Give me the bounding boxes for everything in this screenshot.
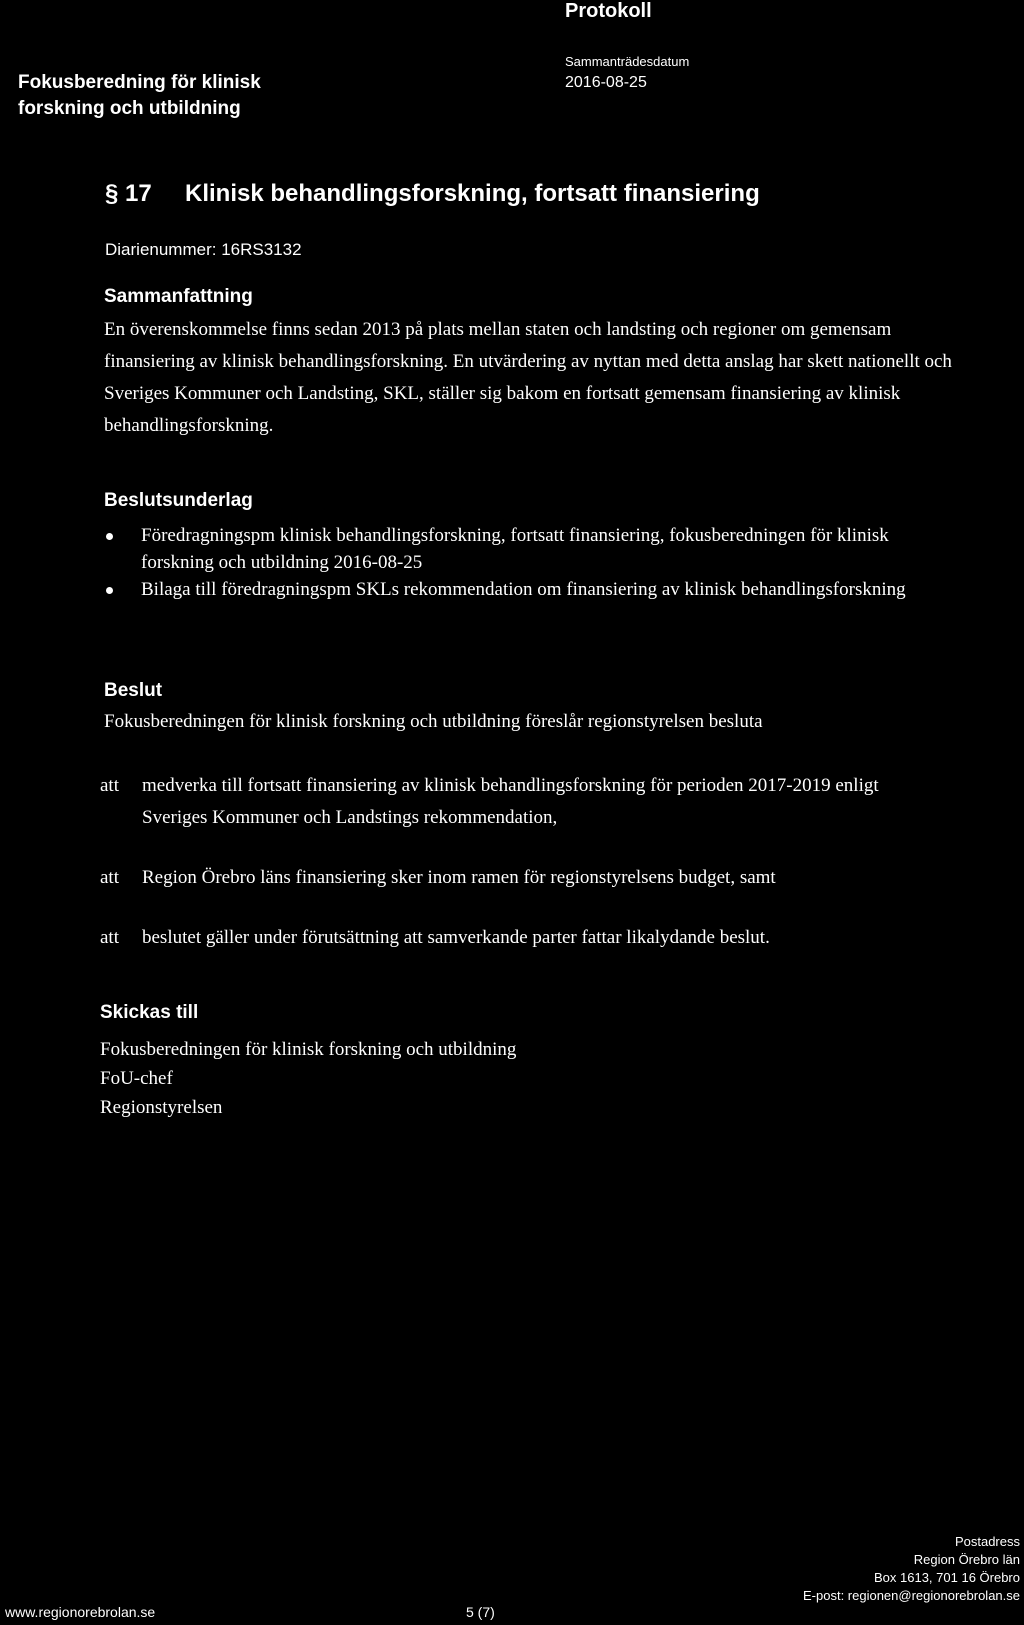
bullet-icon xyxy=(106,533,113,540)
meeting-date: 2016-08-25 xyxy=(565,74,647,91)
postal-address xyxy=(803,1533,1020,1605)
decision-intro: Fokusberedningen för klinisk forskning och utbildning föreslår regionstyrelsen besluta xyxy=(104,711,763,732)
decision-item xyxy=(100,922,930,954)
list-item: Fokusberedningen för klinisk forskning och utbildning xyxy=(100,1039,517,1060)
footer-website-link[interactable]: www.regionorebrolan.se xyxy=(5,1604,156,1620)
recipient-list xyxy=(100,1035,516,1122)
decision-basis-heading: Beslutsunderlag xyxy=(104,490,253,511)
list-item: Bilaga till föredragningspm SKLs rekommendation om finansiering av klinisk behandlingsforskning xyxy=(104,576,964,603)
send-to-heading: Skickas till xyxy=(100,1002,199,1023)
postal-address-label: Postadress xyxy=(954,1534,1020,1549)
postal-address-line-2: Box 1613, 701 16 Örebro xyxy=(874,1570,1020,1585)
list-item: FoU-chef xyxy=(100,1068,173,1089)
att-keyword: att xyxy=(100,867,119,888)
section-number: § 17 xyxy=(105,180,152,207)
decision-item-text: beslutet gäller under förutsättning att samverkande parter fattar likalydande beslut. xyxy=(142,927,770,948)
att-keyword: att xyxy=(100,775,119,796)
list-item: Regionstyrelsen xyxy=(100,1097,223,1118)
page-number: 5 (7) xyxy=(466,1604,495,1620)
organization-name xyxy=(18,70,261,122)
decision-item xyxy=(100,862,930,894)
list-item: Föredragningspm klinisk behandlingsforskning, fortsatt finansiering, fokusberedningen för klinisk forskning och utbildning 2016-08-25 xyxy=(104,522,964,576)
diary-number: Diarienummer: 16RS3132 xyxy=(105,240,302,259)
decision-item-text: medverka till fortsatt finansiering av klinisk behandlingsforskning för perioden 2017-2019 enligt Sveriges Kommuner och Landstings rekommendation, xyxy=(142,775,879,828)
decision-basis-list xyxy=(104,522,964,603)
summary-text: En överenskommelse finns sedan 2013 på plats mellan staten och landsting och regioner om gemensam finansiering av klinisk behandlingsforskning. En utvärdering av nyttan med detta anslag har skett nationellt och Sveriges Kommuner och Landsting, SKL, ställer sig bakom en fortsatt gemensam finansiering av klinisk behandlingsforskning. xyxy=(104,319,952,436)
section-title-text: Klinisk behandlingsforskning, fortsatt finansiering xyxy=(185,180,760,207)
decision-heading: Beslut xyxy=(104,680,163,701)
email-link[interactable]: E-post: regionen@regionorebrolan.se xyxy=(803,1588,1020,1603)
decision-item xyxy=(100,770,930,840)
meeting-date-label: Sammanträdesdatum xyxy=(565,54,690,69)
document-type: Protokoll xyxy=(565,0,652,22)
bullet-icon xyxy=(106,587,113,594)
organization-line-2: forskning och utbildning xyxy=(18,98,241,119)
postal-address-line-1: Region Örebro län xyxy=(913,1552,1020,1567)
section-title xyxy=(105,180,760,208)
att-keyword: att xyxy=(100,927,119,948)
decision-item-text: Region Örebro läns finansiering sker inom ramen för regionstyrelsens budget, samt xyxy=(142,867,776,888)
summary-heading: Sammanfattning xyxy=(104,286,253,307)
organization-line-1: Fokusberedning för klinisk xyxy=(18,72,261,93)
